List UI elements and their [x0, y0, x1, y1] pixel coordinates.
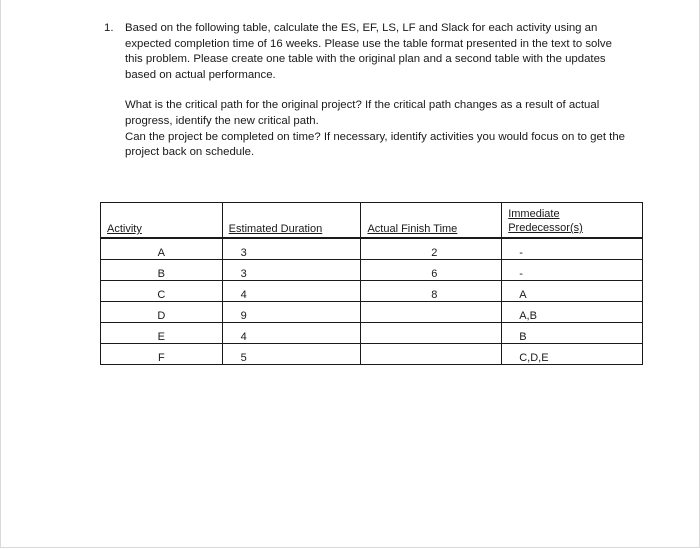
header-immediate-predecessors: Immediate Predecessor(s)	[502, 203, 643, 239]
critical-path-question: What is the critical path for the original project? If the critical path changes as a result of actual progress, identify the new critical path.	[125, 99, 600, 127]
cell-actual-finish-time: 8	[361, 281, 502, 302]
cell-actual-finish-time	[361, 344, 502, 365]
cell-estimated-duration: 4	[222, 323, 361, 344]
cell-activity: E	[101, 323, 223, 344]
cell-estimated-duration: 9	[222, 302, 361, 323]
cell-activity: B	[101, 260, 223, 281]
cell-estimated-duration: 3	[222, 260, 361, 281]
question-body	[125, 21, 626, 161]
cell-estimated-duration: 5	[222, 344, 361, 365]
cell-actual-finish-time: 6	[361, 260, 502, 281]
table-row	[101, 238, 643, 260]
cell-activity: F	[101, 344, 223, 365]
cell-immediate-predecessors: C,D,E	[502, 344, 643, 365]
table-row	[101, 260, 643, 281]
cell-actual-finish-time: 2	[361, 238, 502, 260]
table-row	[101, 323, 643, 344]
cell-activity: D	[101, 302, 223, 323]
table-row	[101, 281, 643, 302]
cell-immediate-predecessors: A,B	[502, 302, 643, 323]
question-number: 1.	[104, 22, 114, 34]
on-time-question: Can the project be completed on time? If necessary, identify activities you would focus on to get the project back on schedule.	[125, 130, 625, 159]
table-header-row	[101, 203, 643, 239]
cell-estimated-duration: 3	[222, 238, 361, 260]
header-estimated-duration: Estimated Duration	[222, 203, 361, 239]
table-row	[101, 302, 643, 323]
cell-actual-finish-time	[361, 323, 502, 344]
table-row	[101, 344, 643, 365]
cell-activity: A	[101, 238, 223, 260]
cell-immediate-predecessors: -	[502, 260, 643, 281]
cell-immediate-predecessors: B	[502, 323, 643, 344]
cell-actual-finish-time	[361, 302, 502, 323]
cell-immediate-predecessors: -	[502, 238, 643, 260]
header-activity: Activity	[101, 203, 223, 239]
header-actual-finish-time: Actual Finish Time	[361, 203, 502, 239]
cell-estimated-duration: 4	[222, 281, 361, 302]
cell-immediate-predecessors: A	[502, 281, 643, 302]
activity-table	[100, 202, 643, 365]
question-paragraph-1: Based on the following table, calculate the ES, EF, LS, LF and Slack for each activity using an expected completion time of 16 weeks. Please use the table format presented in the text to solve this problem. Please create one table with the original plan and a second table with the updates based on actual performance.	[125, 22, 612, 81]
cell-activity: C	[101, 281, 223, 302]
question-block	[106, 21, 626, 161]
question-paragraph-2	[125, 98, 626, 160]
